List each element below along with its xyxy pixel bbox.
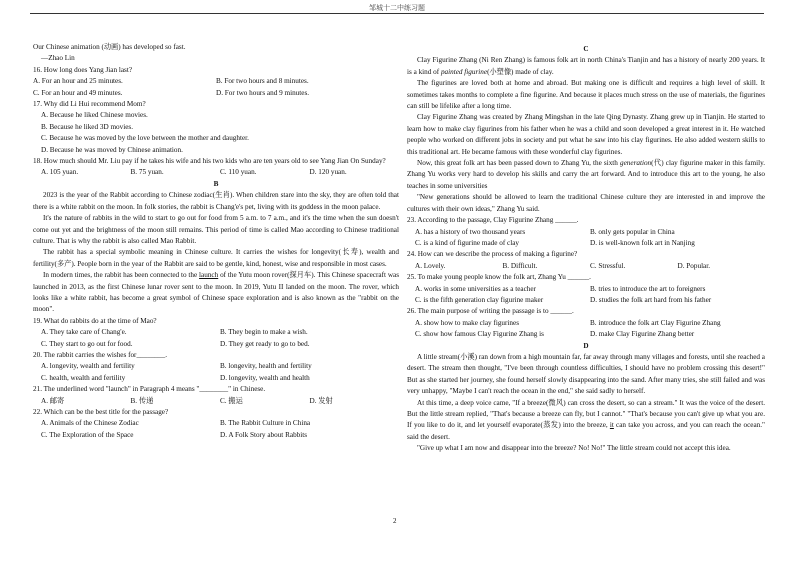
options-23-cd xyxy=(407,238,765,249)
option-a[interactable]: A. They take care of Chang'e. xyxy=(41,328,127,337)
passage-b-paragraph-1: 2023 is the year of the Rabbit according to Chinese zodiac(生肖). When children stare into the sky, they are often told that there is a white rabbit on the moon. In folk stories, the rabbit is Chang'e's pet, living with its goddess in the moon palace. xyxy=(33,191,399,211)
option-c[interactable]: C. Stressful. xyxy=(590,261,626,270)
option-a[interactable]: A. Because he liked Chinese movies. xyxy=(41,111,148,120)
italic-term: generation xyxy=(620,159,652,168)
paragraph-text: Clay Figurine Zhang (Ni Ren Zhang) is famous folk art in north China's Tianjin and has a history of nearly 200 years. It is a kind of xyxy=(407,56,765,76)
italic-term: painted figurine xyxy=(440,67,488,76)
underlined-word-it: it xyxy=(609,421,614,430)
option-d[interactable]: D. studies the folk art hard from his father xyxy=(590,295,712,304)
option-c[interactable]: C. Because he was moved by the love between the mother and daughter. xyxy=(41,134,249,143)
option-b[interactable]: B. They begin to make a wish. xyxy=(220,328,308,337)
option-b[interactable]: B. tries to introduce the art to foreigners xyxy=(590,284,706,293)
intro-signature: —Zhao Lin xyxy=(41,54,75,63)
option-d[interactable]: D. 发射 xyxy=(309,396,333,405)
passage-d-paragraph-3: "Give up what I am now and disappear into the breeze? No! No!" The little stream could not accept this idea. xyxy=(417,444,731,453)
option-b[interactable]: B. introduce the folk art Clay Figurine Zhang xyxy=(590,318,721,327)
right-column xyxy=(407,44,765,455)
option-a[interactable]: A. Animals of the Chinese Zodiac xyxy=(41,419,139,428)
paragraph-text: (代) clay figurine maker in this family. Zhang Yu works very hard to develop his skills and carry the art forward. And to introduce this art to the young, he also teaches in some universities xyxy=(407,159,765,190)
option-c[interactable]: C. 110 yuan. xyxy=(220,168,257,177)
passage-b-paragraph-3: The rabbit has a special symbolic meaning in Chinese culture. It carries the wishes for longevity(长寿), wealth and fertility(多产). People born in the year of the Rabbit are said to be gentle, kind, honest, wise and responsible in most cases. xyxy=(33,248,399,268)
option-a[interactable]: A. 105 yuan. xyxy=(41,168,79,177)
underlined-word-launch: launch xyxy=(199,271,219,280)
options-16 xyxy=(33,76,399,87)
option-c[interactable]: C. show how famous Clay Figurine Zhang is xyxy=(415,330,544,339)
option-b[interactable]: B. Because he liked 3D movies. xyxy=(41,122,134,131)
section-d-heading: D xyxy=(583,341,589,350)
option-a[interactable]: A. For an hour and 25 minutes. xyxy=(33,77,123,86)
option-a[interactable]: A. has a history of two thousand years xyxy=(415,227,526,236)
option-c[interactable]: C. They start to go out for food. xyxy=(41,339,133,348)
option-b[interactable]: B. Difficult. xyxy=(502,261,538,270)
options-16-cd xyxy=(33,88,399,99)
options-25-cd xyxy=(407,295,765,306)
question-17: 17. Why did Li Hui recommend Mom? xyxy=(33,100,146,109)
option-d[interactable]: D. Because he was moved by Chinese animation. xyxy=(41,145,183,154)
option-c[interactable]: C. is a kind of figurine made of clay xyxy=(415,238,519,247)
option-c[interactable]: C. For an hour and 49 minutes. xyxy=(33,88,123,97)
section-b-heading: B xyxy=(213,179,219,188)
option-d[interactable]: D. is well-known folk art in Nanjing xyxy=(590,238,695,247)
options-22-cd xyxy=(33,430,399,441)
option-b[interactable]: B. only gets popular in China xyxy=(590,227,675,236)
paragraph-text: of the Yutu moon rover(探月车). This Chinese spacecraft was launched in 2013, as the first Chinese lunar rover sent to the moon. In 2019, Yutu II landed on the moon. The rover, which looks like a white rabbit, has become a great symbol of Chinese space exploration and is also known as the "rabbit on the moon". xyxy=(33,271,399,314)
passage-c-paragraph-3: Clay Figurine Zhang was created by Zhang Mingshan in the late Qing Dynasty. Zhang grew up in Tianjin. He started to learn how to make clay figurines from his father when he was a child and soon developed a great interest in it. He watched people who worked on different jobs in society and put what he saw into his clay figurines. He also added western skills to this traditional art. He became famous with these wonderful clay figurines. xyxy=(407,113,765,156)
option-c[interactable]: C. health, wealth and fertility xyxy=(41,373,126,382)
question-16: 16. How long does Yang Jian last? xyxy=(33,65,133,74)
options-26-cd xyxy=(407,329,765,340)
options-19-cd xyxy=(33,339,399,350)
options-19 xyxy=(33,327,399,338)
question-20: 20. The rabbit carries the wishes for________. xyxy=(33,350,168,359)
option-b[interactable]: B. 75 yuan. xyxy=(130,168,164,177)
options-24 xyxy=(407,261,765,272)
options-23 xyxy=(407,227,765,238)
option-a[interactable]: A. works in some universities as a teacher xyxy=(415,284,536,293)
question-23: 23. According to the passage, Clay Figurine Zhang ______. xyxy=(407,216,579,225)
question-19: 19. What do rabbits do at the time of Mao? xyxy=(33,316,157,325)
options-18 xyxy=(33,167,399,178)
options-25 xyxy=(407,284,765,295)
left-column xyxy=(33,42,399,441)
option-b[interactable]: B. For two hours and 8 minutes. xyxy=(216,77,309,86)
paragraph-text: In modern times, the rabbit has been connected to the xyxy=(43,271,200,280)
option-b[interactable]: B. longevity, health and fertility xyxy=(220,362,312,371)
option-d[interactable]: D. A Folk Story about Rabbits xyxy=(220,430,308,439)
passage-c-paragraph-2: The figurines are loved both at home and abroad. But making one is difficult and requires a high level of skill. It sometimes takes months to complete a fine figurine. And because it places much stress on the use of materials, the figurines can still be lifelike after a long time. xyxy=(407,79,765,111)
option-a[interactable]: A. Lovely. xyxy=(415,261,446,270)
paragraph-text: can take you across, and you can reach the ocean." said the desert. xyxy=(407,421,765,441)
passage-d-paragraph-2 xyxy=(407,398,765,444)
page-header: 邹城十二中练习题 xyxy=(369,4,425,12)
passage-b-paragraph-4 xyxy=(33,270,399,316)
passage-c-paragraph-1 xyxy=(407,55,765,78)
option-a[interactable]: A. 邮寄 xyxy=(41,396,65,405)
options-21 xyxy=(33,396,399,407)
question-25: 25. To make young people know the folk art, Zhang Yu ______. xyxy=(407,273,591,282)
intro-line: Our Chinese animation (动画) has developed so fast. xyxy=(33,43,186,51)
passage-c-paragraph-4 xyxy=(407,158,765,192)
paragraph-text: At this time, a deep voice came, "If a breeze(微风) can cross the desert, so can a stream." It was the voice of the desert. But the little stream replied, "That's because a breeze can fly, but I cannot." "That's because you can't give up what you are. If you like to do it, and let yourself evaporate(蒸发) into the breeze, xyxy=(407,398,765,430)
option-b[interactable]: B. The Rabbit Culture in China xyxy=(220,419,311,428)
question-21: 21. The underlined word "launch" in Paragraph 4 means "________" in Chinese. xyxy=(33,385,266,394)
option-a[interactable]: A. show how to make clay figurines xyxy=(415,318,519,327)
question-18: 18. How much should Mr. Liu pay if he takes his wife and his two kids who are ten years old to see Yang Jian On Sunday? xyxy=(33,157,386,166)
options-20 xyxy=(33,361,399,372)
option-b[interactable]: B. 传递 xyxy=(130,396,154,405)
option-c[interactable]: C. 搬运 xyxy=(220,396,243,405)
header-rule xyxy=(30,13,764,14)
option-d[interactable]: D. Popular. xyxy=(677,261,711,270)
options-26 xyxy=(407,318,765,329)
option-a[interactable]: A. longevity, wealth and fertility xyxy=(41,362,135,371)
options-22 xyxy=(33,418,399,429)
passage-b-paragraph-2: It's the nature of rabbits in the wild to start to go out for food from 5 a.m. to 7 a.m., and it's the time when the sun doesn't come out yet and the brightness of the moon still remains. This period of time is called Mao according to Chinese traditional culture. That is why the rabbit is also called Mao Rabbit. xyxy=(33,214,399,245)
option-d[interactable]: D. They get ready to go to bed. xyxy=(220,339,310,348)
page-number: 2 xyxy=(393,517,397,525)
option-d[interactable]: D. 120 yuan. xyxy=(309,168,347,177)
paragraph-text: (小塑像) made of clay. xyxy=(487,67,554,76)
option-d[interactable]: D. longevity, wealth and health xyxy=(220,373,310,382)
option-d[interactable]: D. For two hours and 9 minutes. xyxy=(216,88,310,97)
option-d[interactable]: D. make Clay Figurine Zhang better xyxy=(590,330,695,339)
option-c[interactable]: C. is the fifth generation clay figurine maker xyxy=(415,295,544,304)
options-20-cd xyxy=(33,373,399,384)
question-26: 26. The main purpose of writing the passage is to ______. xyxy=(407,307,574,316)
passage-c-paragraph-5: "New generations should be allowed to learn the traditional Chinese culture they are interested in and improve the cultures with their own ideas," Zhang Yu said. xyxy=(407,193,765,213)
question-22: 22. Which can be the best title for the passage? xyxy=(33,408,169,416)
section-c-heading: C xyxy=(583,45,589,53)
question-24: 24. How can we describe the process of making a figurine? xyxy=(407,250,578,259)
passage-d-paragraph-1: A little stream(小溪) ran down from a high mountain far, far away through many villages and forests, until she reached a desert. The stream then thought, "I've been through countless difficulties, I should have no problem crossing this desert!" But as she started her journey, she found herself slowly disappearing into the sand. After many tries, she still failed and was very unhappy, "Maybe I can't reach the ocean in the end," she said sadly to herself. xyxy=(407,352,765,396)
paragraph-text: Now, this great folk art has been passed down to Zhang Yu, the sixth xyxy=(417,159,620,168)
option-c[interactable]: C. The Exploration of the Space xyxy=(41,430,134,439)
